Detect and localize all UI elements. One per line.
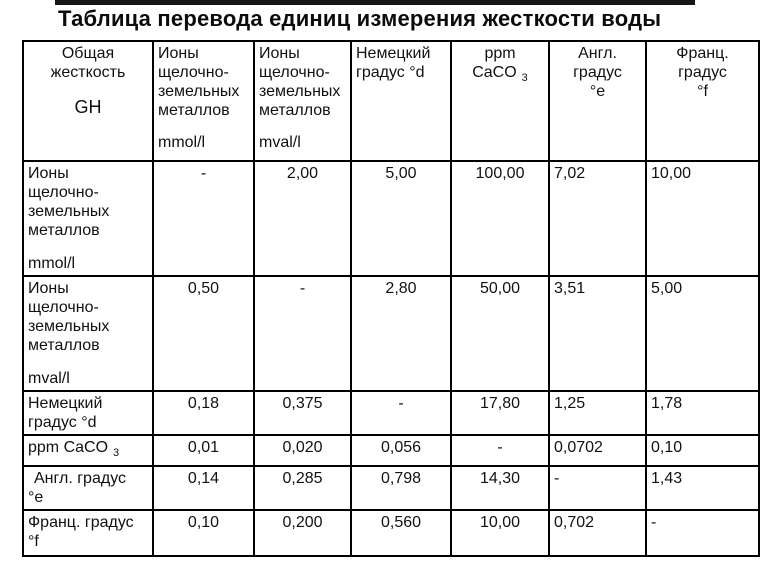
label-line: градус °d — [28, 414, 97, 431]
header-unit: mval/l — [259, 134, 301, 151]
value-cell: 5,00 — [646, 276, 759, 391]
label-line: щелочно- — [28, 299, 99, 316]
value-cell: 0,01 — [153, 435, 254, 466]
value-cell: - — [351, 391, 451, 435]
row-label-cell — [23, 435, 153, 466]
value-cell: 0,798 — [351, 466, 451, 510]
header-cell-german-degree — [351, 41, 451, 161]
value-cell: 3,51 — [549, 276, 646, 391]
value-cell: 0,285 — [254, 466, 351, 510]
row-label-cell — [23, 161, 153, 276]
header-line: земельных — [158, 83, 240, 100]
value-cell: 0,18 — [153, 391, 254, 435]
value-cell: - — [549, 466, 646, 510]
header-line: жесткость — [50, 64, 126, 81]
value-cell: 0,200 — [254, 510, 351, 556]
row-label-cell — [23, 466, 153, 510]
header-cell-english-degree — [549, 41, 646, 161]
hardness-conversion-table — [22, 40, 760, 557]
header-line: градус — [678, 64, 727, 81]
table-row-mmol — [23, 161, 759, 276]
label-line: Ионы — [28, 280, 69, 297]
label-line: щелочно- — [28, 184, 99, 201]
header-line: градус °d — [356, 64, 425, 81]
top-border-bar — [55, 0, 695, 5]
header-cell-french-degree — [646, 41, 759, 161]
value-cell: 50,00 — [451, 276, 549, 391]
value-cell: 7,02 — [549, 161, 646, 276]
header-line: щелочно- — [259, 64, 330, 81]
value-cell: - — [646, 510, 759, 556]
label-line: земельных — [28, 318, 110, 335]
value-cell: 2,00 — [254, 161, 351, 276]
header-cell-ppm-caco3 — [451, 41, 549, 161]
value-cell: 0,14 — [153, 466, 254, 510]
header-line: металлов — [259, 102, 331, 119]
header-line: Немецкий — [356, 45, 431, 62]
table-row-french-degree — [23, 510, 759, 556]
header-line: Ионы — [158, 45, 199, 62]
header-line: Общая — [61, 45, 115, 62]
header-line: земельных — [259, 83, 341, 100]
value-cell: 17,80 — [451, 391, 549, 435]
value-cell: 1,78 — [646, 391, 759, 435]
label-line: Франц. градус — [28, 514, 134, 532]
table-header-row — [23, 41, 759, 161]
header-line: Ионы — [259, 45, 300, 62]
label-line: земельных — [28, 203, 110, 220]
label-unit: mval/l — [28, 370, 70, 387]
value-cell: 1,25 — [549, 391, 646, 435]
header-cell-mval — [254, 41, 351, 161]
header-unit: mmol/l — [158, 134, 206, 151]
formula-subscript: 3 — [113, 447, 120, 460]
value-cell: 14,30 — [451, 466, 549, 510]
table-row-german-degree — [23, 391, 759, 435]
label-line: металлов — [28, 337, 100, 354]
value-cell: 10,00 — [646, 161, 759, 276]
row-label-cell — [23, 276, 153, 391]
value-cell: 0,375 — [254, 391, 351, 435]
value-cell: - — [254, 276, 351, 391]
value-cell: 2,80 — [351, 276, 451, 391]
header-line: Англ. — [578, 45, 617, 62]
header-cell-mmol — [153, 41, 254, 161]
label-unit: mmol/l — [28, 255, 76, 272]
value-cell: 0,50 — [153, 276, 254, 391]
header-line: металлов — [158, 102, 230, 119]
value-cell: 0,560 — [351, 510, 451, 556]
header-line: °f — [697, 83, 708, 100]
header-line: Франц. — [676, 45, 729, 62]
header-cell-gh — [23, 41, 153, 161]
value-cell: 0,702 — [549, 510, 646, 556]
value-cell: - — [153, 161, 254, 276]
header-line: щелочно- — [158, 64, 229, 81]
header-line: °e — [589, 83, 606, 100]
label-line: °e — [28, 489, 44, 507]
formula-subscript: 3 — [521, 72, 528, 85]
table-row-english-degree — [23, 466, 759, 510]
table-body — [23, 41, 759, 556]
value-cell: 10,00 — [451, 510, 549, 556]
label-line: Англ. градус — [34, 470, 127, 488]
value-cell: 100,00 — [451, 161, 549, 276]
header-line: ppm — [484, 45, 516, 62]
row-label-cell — [23, 391, 153, 435]
value-cell: 0,10 — [646, 435, 759, 466]
label-line: Ионы — [28, 165, 69, 182]
label-line: °f — [28, 533, 39, 551]
value-cell: 0,020 — [254, 435, 351, 466]
value-cell: 0,0702 — [549, 435, 646, 466]
value-cell: 0,10 — [153, 510, 254, 556]
table-row-mval — [23, 276, 759, 391]
label-line: ppm CaCO — [28, 439, 109, 456]
header-unit: GH — [74, 97, 102, 117]
formula-text: CaCO — [472, 64, 517, 81]
table-row-ppm-caco3 — [23, 435, 759, 466]
value-cell: - — [451, 435, 549, 466]
page-title: Таблица перевода единиц измерения жесткости воды — [58, 6, 662, 31]
value-cell: 5,00 — [351, 161, 451, 276]
value-cell: 0,056 — [351, 435, 451, 466]
row-label-cell — [23, 510, 153, 556]
label-line: металлов — [28, 222, 100, 239]
header-line — [456, 63, 544, 88]
label-line: Немецкий — [28, 395, 103, 412]
value-cell: 1,43 — [646, 466, 759, 510]
header-line: градус — [573, 64, 622, 81]
